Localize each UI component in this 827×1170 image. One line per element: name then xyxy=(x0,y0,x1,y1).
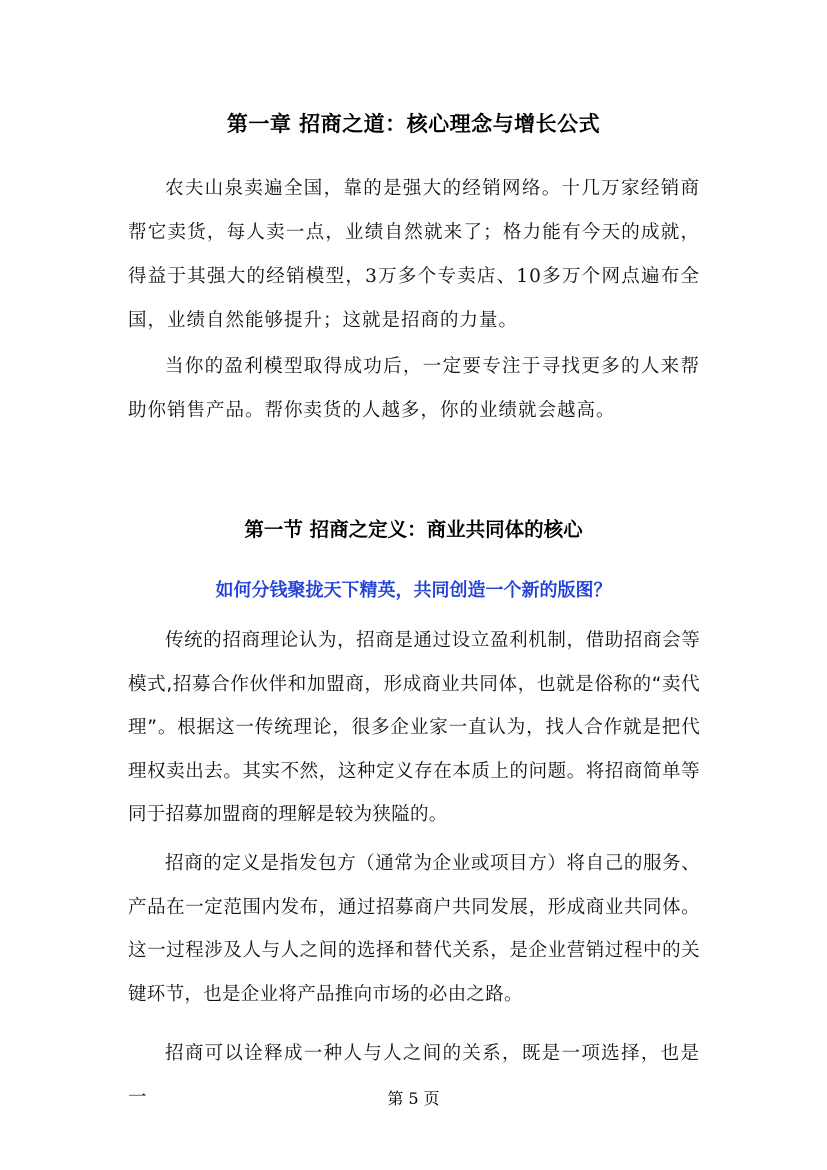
section-paragraph-3: 招商可以诠释成一种人与人之间的关系，既是一项选择，也是一 xyxy=(128,1043,700,1108)
intro-paragraph-1: 农夫山泉卖遍全国，靠的是强大的经销网络。十几万家经销商帮它卖货，每人卖一点，业绩自然就来了；格力能有今天的成就，得益于其强大的经销模型，3万多个专卖店、10多万个网点遍布全国，业绩自然能够提升；这就是招商的力量。 xyxy=(128,178,700,331)
section-subtitle: 如何分钱聚拢天下精英，共同创造一个新的版图？ xyxy=(215,580,612,601)
section-title: 第一节 招商之定义：商业共同体的核心 xyxy=(244,518,583,541)
intro-paragraph-2: 当你的盈利模型取得成功后，一定要专注于寻找更多的人来帮助你销售产品。帮你卖货的人越多，你的业绩就会越高。 xyxy=(128,356,700,421)
section-paragraph-1: 传统的招商理论认为，招商是通过设立盈利机制，借助招商会等模式,招募合作伙伴和加盟商，形成商业共同体，也就是俗称的“卖代理”。根据这一传统理论，很多企业家一直认为，找人合作就是把代理权卖出去。其实不然，这种定义存在本质上的问题。将招商简单等同于招募加盟商的理解是较为狭隘的。 xyxy=(128,630,700,825)
section-paragraph-2: 招商的定义是指发包方（通常为企业或项目方）将自己的服务、产品在一定范围内发布，通过招募商户共同发展，形成商业共同体。这一过程涉及人与人之间的选择和替代关系，是企业营销过程中的关键环节，也是企业将产品推向市场的必由之路。 xyxy=(128,853,700,1005)
chapter-title: 第一章 招商之道：核心理念与增长公式 xyxy=(226,112,601,136)
page-number: 第 5 页 xyxy=(387,1089,440,1108)
